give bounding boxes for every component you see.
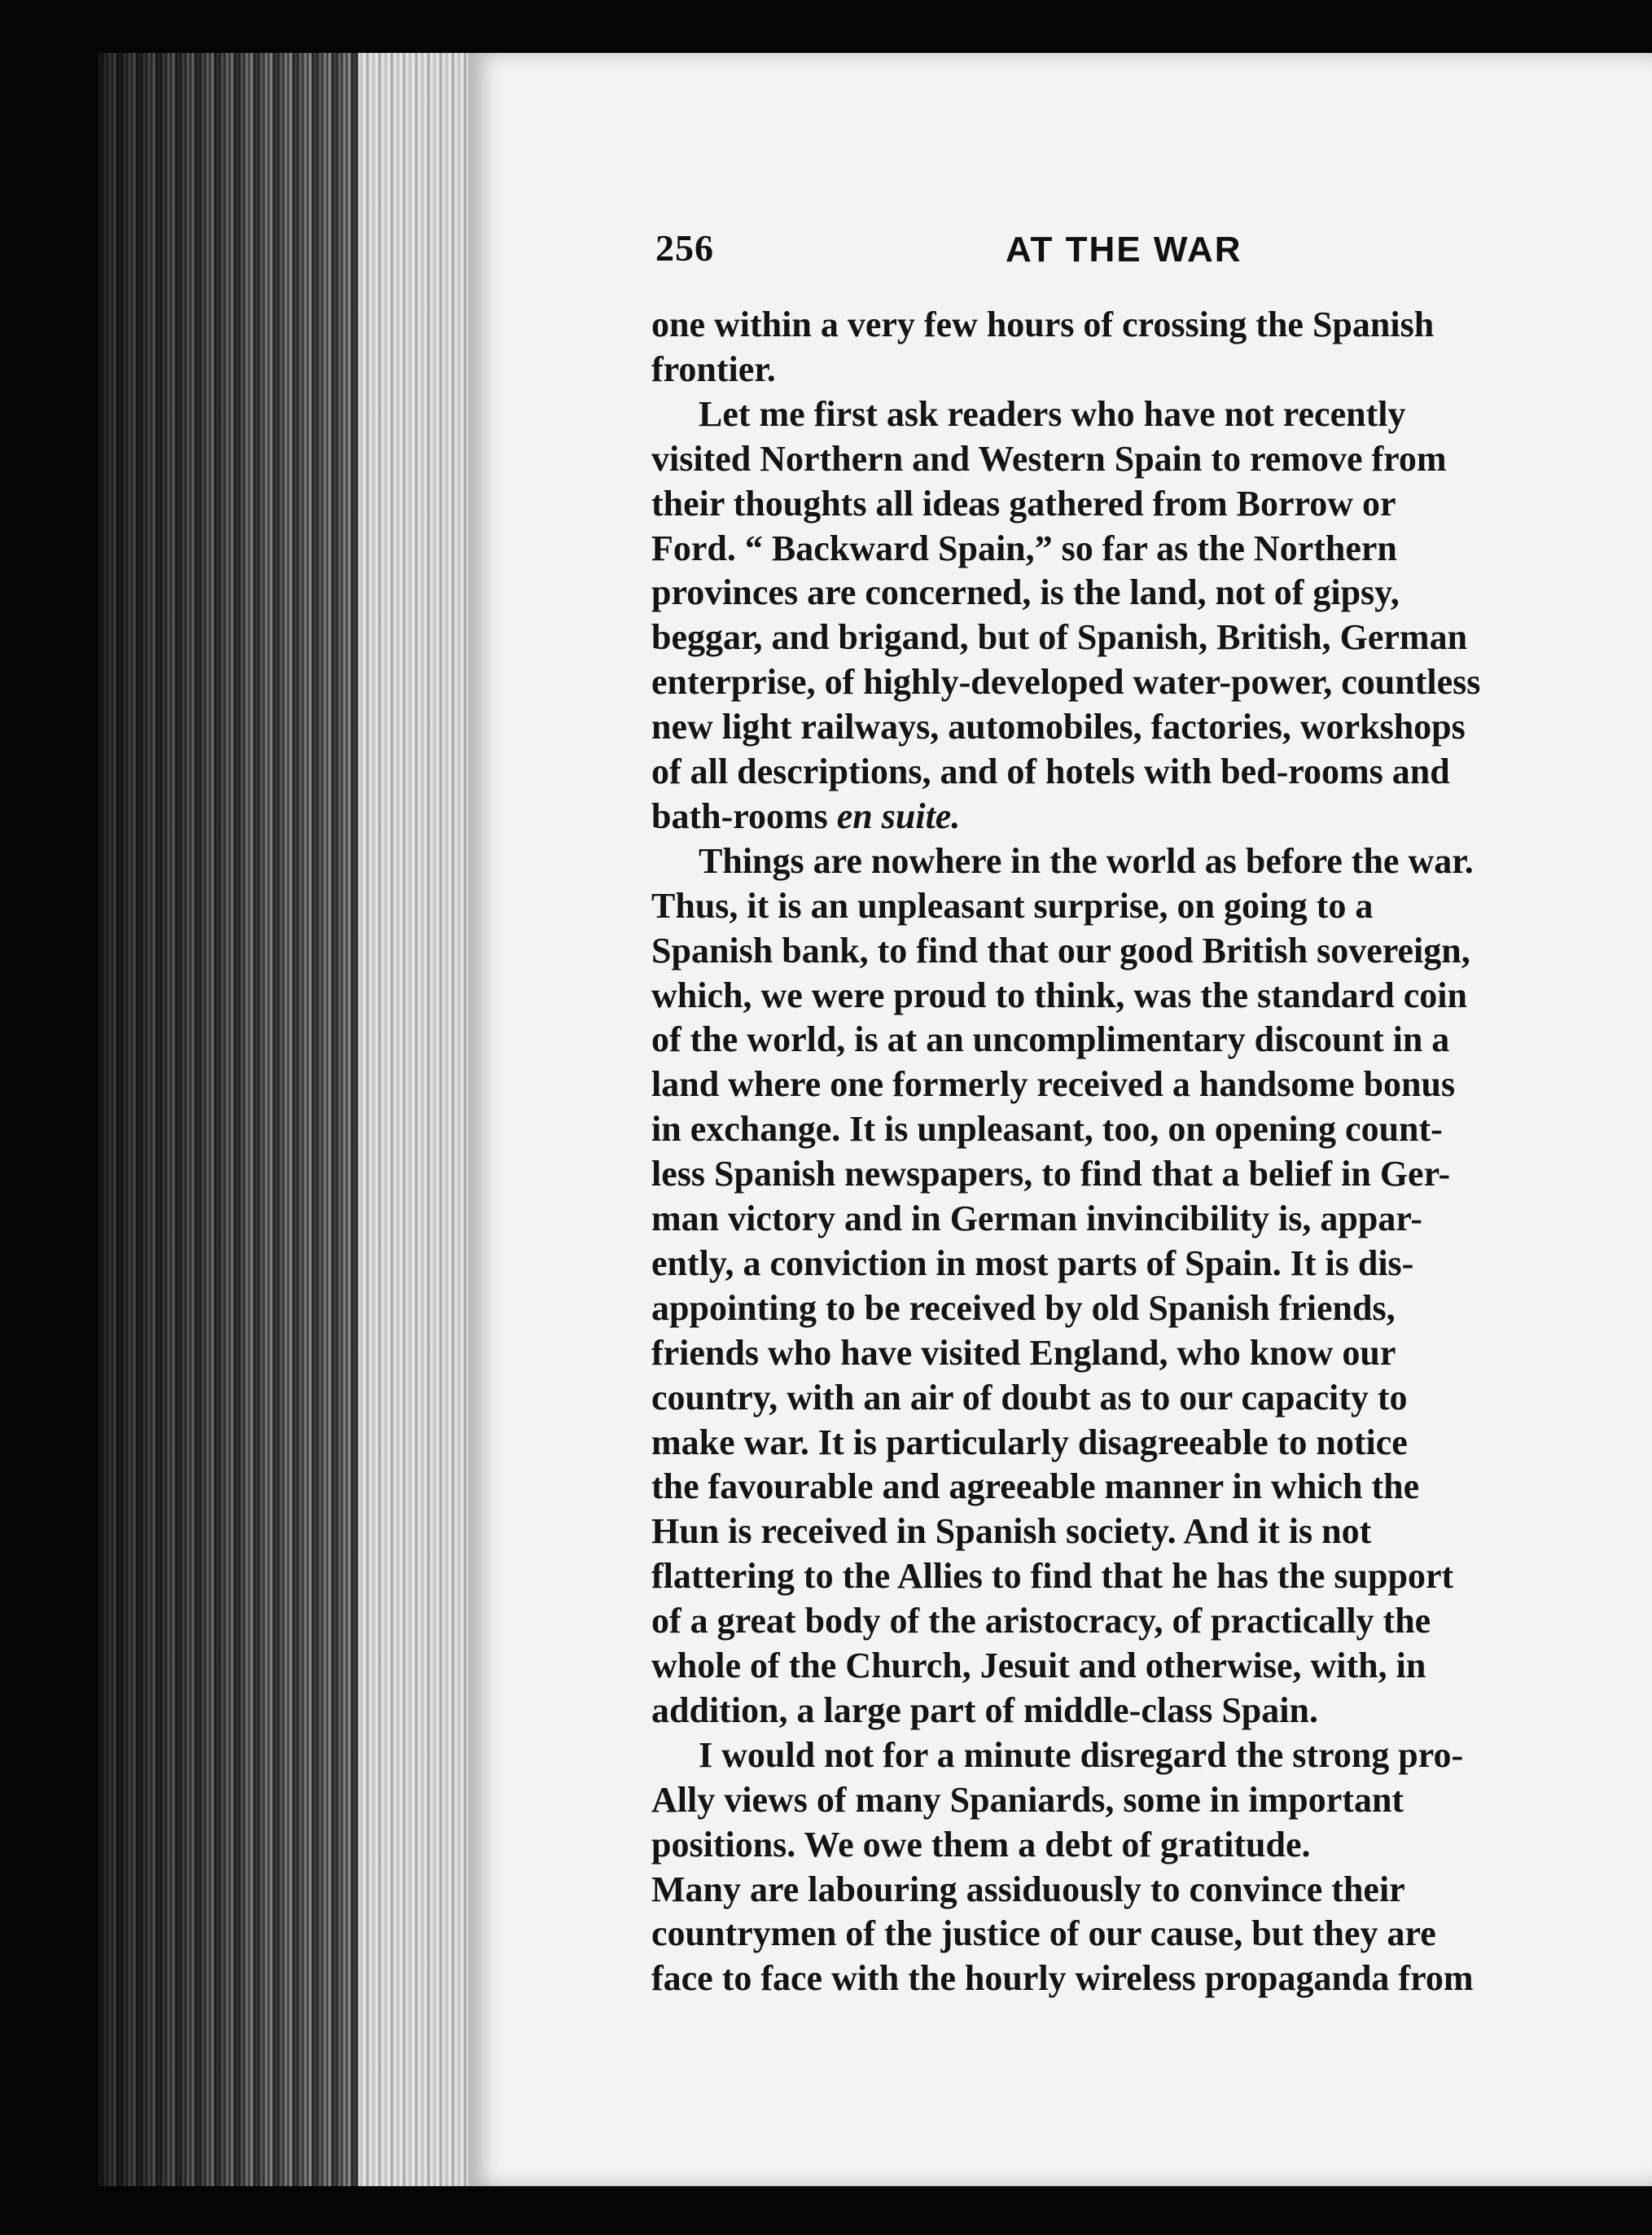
text-line — [651, 616, 1467, 660]
text-line — [651, 303, 1434, 347]
page-number: 256 — [655, 227, 714, 269]
text-line — [651, 1868, 1405, 1912]
text-line — [651, 1778, 1404, 1822]
text-line — [651, 1063, 1455, 1107]
text-line — [651, 1644, 1426, 1688]
text-line-content: visited Northern and Western Spain to remove from — [651, 439, 1447, 479]
text-line — [651, 1331, 1396, 1375]
text-line — [651, 1107, 1443, 1151]
text-line — [651, 884, 1373, 928]
text-line — [651, 1689, 1318, 1733]
text-line-content: Ford. “ Backward Spain,” so far as the Northern — [651, 528, 1397, 568]
text-line-content: face to face with the hourly wireless propaganda from — [651, 1958, 1474, 1998]
text-line-content: of the world, is at an uncomplimentary discount in a — [651, 1019, 1450, 1059]
text-line — [699, 839, 1474, 883]
text-line — [651, 1286, 1396, 1330]
text-line-content: one within a very few hours of crossing the Spanish — [651, 305, 1435, 344]
text-line-content: make war. It is particularly disagreeable to notice — [651, 1422, 1408, 1462]
text-line — [699, 1733, 1463, 1777]
text-line-content: bath-rooms — [651, 796, 837, 836]
text-line-content: country, with an air of doubt as to our capacity to — [651, 1378, 1408, 1418]
text-line-content: whole of the Church, Jesuit and otherwise, with, in — [651, 1646, 1426, 1685]
text-line-content: ently, a conviction in most parts of Spain. It is dis- — [651, 1243, 1414, 1283]
text-line — [699, 392, 1405, 436]
text-line-content: flattering to the Allies to find that he has the support — [651, 1556, 1454, 1596]
text-line — [651, 1554, 1453, 1598]
text-line-content: of a great body of the aristocracy, of practically the — [651, 1601, 1431, 1641]
text-line-content: in exchange. It is unpleasant, too, on opening count- — [651, 1109, 1443, 1149]
text-line-content: land where one formerly received a handsome bonus — [651, 1064, 1456, 1104]
text-line-content: the favourable and agreeable manner in which the — [651, 1466, 1420, 1506]
text-line — [651, 1957, 1473, 2001]
text-line — [651, 974, 1467, 1018]
text-line-content: I would not for a minute disregard the strong pro- — [699, 1735, 1464, 1775]
text-line-content: new light railways, automobiles, factories, workshops — [651, 707, 1466, 747]
text-line — [651, 1421, 1408, 1465]
text-line — [651, 482, 1396, 526]
text-line — [651, 348, 776, 392]
text-line-content: which, we were proud to think, was the standard coin — [651, 975, 1467, 1015]
text-line — [651, 1912, 1436, 1956]
text-line — [651, 750, 1450, 794]
text-line-content: appointing to be received by old Spanish friends, — [651, 1288, 1396, 1328]
text-line-content: Thus, it is an unpleasant surprise, on going to a — [651, 886, 1374, 926]
page-fore-edge — [358, 53, 472, 2186]
text-line — [651, 1152, 1450, 1196]
text-line — [651, 929, 1470, 973]
text-line-content: Hun is received in Spanish society. And it is not — [651, 1511, 1372, 1551]
text-line-content: countrymen of the justice of our cause, but they are — [651, 1913, 1436, 1953]
text-line-content: enterprise, of highly-developed water-power, countless — [651, 662, 1481, 702]
text-line-content: frontier. — [651, 349, 776, 389]
text-line-content: friends who have visited England, who know our — [651, 1333, 1396, 1373]
text-line-content: positions. We owe them a debt of gratitude. — [651, 1825, 1311, 1865]
text-line-content: Spanish bank, to find that our good British sovereign, — [651, 931, 1470, 971]
text-line-content: Many are labouring assiduously to convince their — [651, 1869, 1405, 1909]
text-line — [651, 1197, 1422, 1241]
text-line — [651, 1376, 1408, 1420]
text-line-content: Let me first ask readers who have not recently — [699, 394, 1406, 434]
text-line — [651, 1599, 1431, 1643]
text-line-content: man victory and in German invincibility is, appar- — [651, 1199, 1422, 1238]
text-line-content: Things are nowhere in the world as before the war. — [699, 841, 1474, 881]
text-line — [651, 705, 1466, 749]
text-line-content: beggar, and brigand, but of Spanish, British, German — [651, 617, 1468, 657]
running-title: AT THE WAR — [1006, 230, 1242, 270]
text-line-content: of all descriptions, and of hotels with bed-rooms and — [651, 752, 1450, 791]
text-line-content: addition, a large part of middle-class Spain. — [651, 1690, 1318, 1730]
text-line — [651, 795, 960, 839]
text-line-content: Ally views of many Spaniards, some in important — [651, 1780, 1404, 1820]
text-line — [651, 527, 1397, 571]
text-line — [651, 1018, 1449, 1062]
text-line — [651, 1242, 1413, 1286]
running-head — [655, 226, 1652, 275]
text-line — [651, 1510, 1371, 1554]
text-line-content: provinces are concerned, is the land, not of gipsy, — [651, 572, 1400, 612]
text-line-content: less Spanish newspapers, to find that a belief in Ger- — [651, 1154, 1451, 1194]
text-line — [651, 571, 1400, 615]
text-line-content: their thoughts all ideas gathered from Borrow or — [651, 484, 1396, 524]
italic-phrase: en suite. — [836, 796, 961, 836]
body-text — [651, 303, 1652, 2184]
text-line — [651, 1823, 1311, 1867]
text-line — [651, 660, 1480, 704]
text-line — [651, 437, 1447, 481]
text-line — [651, 1465, 1419, 1509]
